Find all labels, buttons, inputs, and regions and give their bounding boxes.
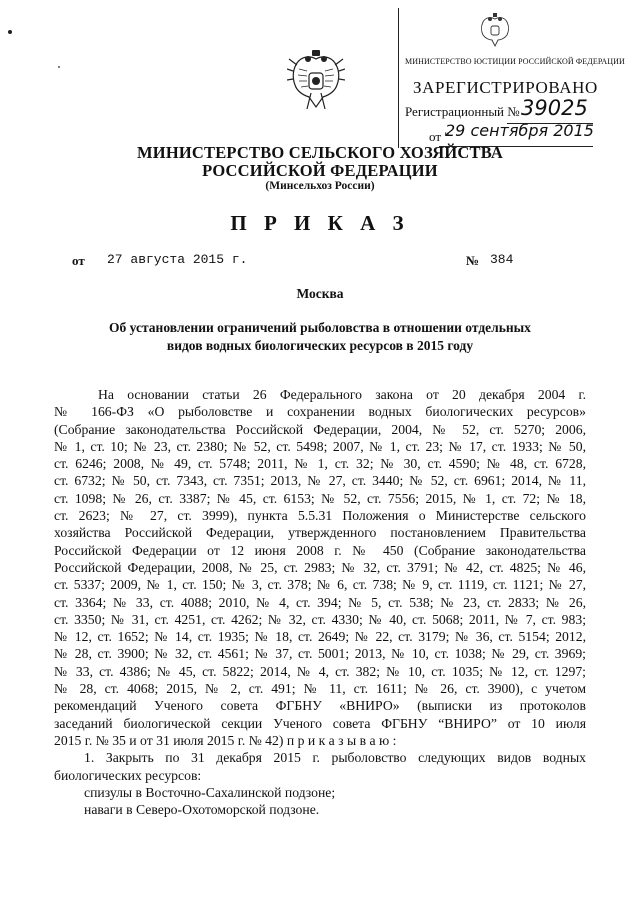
body-line: хозяйства Российской Федерации, утвержденного постановлением Правительства [54,525,586,541]
body-line: ст. 3350; № 31, ст. 4251, ст. 4262; № 32, ст. 4330; № 40, ст. 5068; 2011, № 7, ст. 983; [54,611,586,627]
order-title-line2: видов водных биологических ресурсов в 2015 году [166,338,474,353]
ministry-name-line2: РОССИЙСКОЙ ФЕДЕРАЦИИ [202,161,438,180]
body-line: 2015 г. № 35 и от 31 июля 2015 г. № 42) п р и к а з ы в а ю : [54,732,397,748]
stamp-date-handwritten: 29 сентября 2015 [445,121,594,140]
order-number-label: № [466,253,480,268]
stamp-date-label: от " [429,129,450,144]
body-line: № 28, ст. 4068; 2015, № 2, ст. 491; № 11, ст. 1611; № 26, ст. 3900), с учетом [54,681,586,697]
ministry-short-name: (Минсельхоз России) [265,180,375,192]
ministry-name-line1: МИНИСТЕРСТВО СЕЛЬСКОГО ХОЗЯЙСТВА [137,143,503,162]
body-line: ст. 3364; № 33, ст. 4088; 2010, № 4, ст. 394; № 5, ст. 538; № 23, ст. 2833; № 26, [54,594,586,610]
coat-of-arms-emblem [287,49,345,115]
order-title-line1: Об установлении ограничений рыболовства в отношении отдельных [109,320,531,335]
stamp-reg-number-label: Регистрационный № [405,104,520,119]
registration-stamp [398,8,625,148]
stamp-registered-label: ЗАРЕГИСТРИРОВАНО [413,78,598,97]
scan-speck [58,66,60,68]
body-line: наваги в Северо-Охотоморской подзоне. [84,802,320,818]
body-line: рекомендаций Ученого совета ФГБНУ «ВНИРО» (выписки из протоколов [54,698,586,714]
body-line: ст. 5337; 2009, № 1, ст. 150; № 3, ст. 378; № 6, ст. 738; № 9, ст. 1119, ст. 1121; № 27, [54,577,586,593]
body-line: ст. 1098; № 26, ст. 3387; № 45, ст. 6153; № 52, ст. 7556; 2015, № 1, ст. 72; № 18, [54,490,586,506]
city-name: Москва [296,286,344,301]
body-line: заседаний биологической секции Ученого совета ФГБНУ “ВНИРО” от 10 июля [54,715,586,731]
body-line: спизулы в Восточно-Сахалинской подзоне; [84,784,336,800]
body-line: ст. 2623; № 27, ст. 3999), пункта 5.5.31 Положения о Министерстве сельского [54,508,586,524]
stamp-reg-number: 39025 [521,96,588,120]
scan-speck [8,30,12,34]
stamp-emblem-icon [479,13,511,49]
order-body-text [54,386,586,818]
body-line: № 1, ст. 10; № 23, ст. 2380; № 52, ст. 5498; 2007, № 1, ст. 23; № 17, ст. 1933; № 50, [54,438,586,454]
body-line: Российской Федерации от 12 июня 2008 г. № 450 (Собрание законодательства [54,542,586,558]
body-line: (Собрание законодательства Российской Федерации, 2004, № 52, ст. 5270; 2006, [54,421,586,437]
order-date: 27 августа 2015 г. [107,252,248,267]
body-line: Российской Федерации, 2008, № 25, ст. 2983; № 32, ст. 3791; № 42, ст. 4825; № 46, [54,559,586,575]
order-number: 384 [490,252,514,267]
body-line: ст. 6246; 2008, № 49, ст. 5748; 2011, № 1, ст. 32; № 30, ст. 4590; № 48, ст. 6728, [54,456,586,472]
body-line: биологических ресурсов: [54,767,202,783]
document-type-heading: П Р И К А З [230,211,410,235]
body-line: № 33, ст. 4386; № 45, ст. 5822; 2014, № 4, ст. 382; № 10, ст. 1035; № 12, ст. 1297; [54,663,586,679]
body-line: ст. 6732; № 50, ст. 7343, ст. 7351; 2013, № 27, ст. 3440; № 52, ст. 6961; 2014, № 11, [54,473,586,489]
body-line: № 166-ФЗ «О рыболовстве и сохранении водных биологических ресурсов» [54,404,586,420]
date-from-label: от [72,253,85,268]
body-line: 1. Закрыть по 31 декабря 2015 г. рыболовство следующих видов водных [84,750,586,766]
stamp-ministry-label: МИНИСТЕРСТВО ЮСТИЦИИ РОССИЙСКОЙ ФЕДЕРАЦИИ [405,57,625,66]
body-line: № 28, ст. 3900; № 32, ст. 4561; № 37, ст. 5001; 2013, № 10, ст. 1038; № 29, ст. 3969; [54,646,586,662]
body-line: На основании статьи 26 Федерального закона от 20 декабря 2004 г. [98,387,586,402]
body-line: № 12, ст. 1652; № 14, ст. 1935; № 18, ст. 2649; № 22, ст. 3179; № 36, ст. 5154; 2012, [54,629,586,645]
